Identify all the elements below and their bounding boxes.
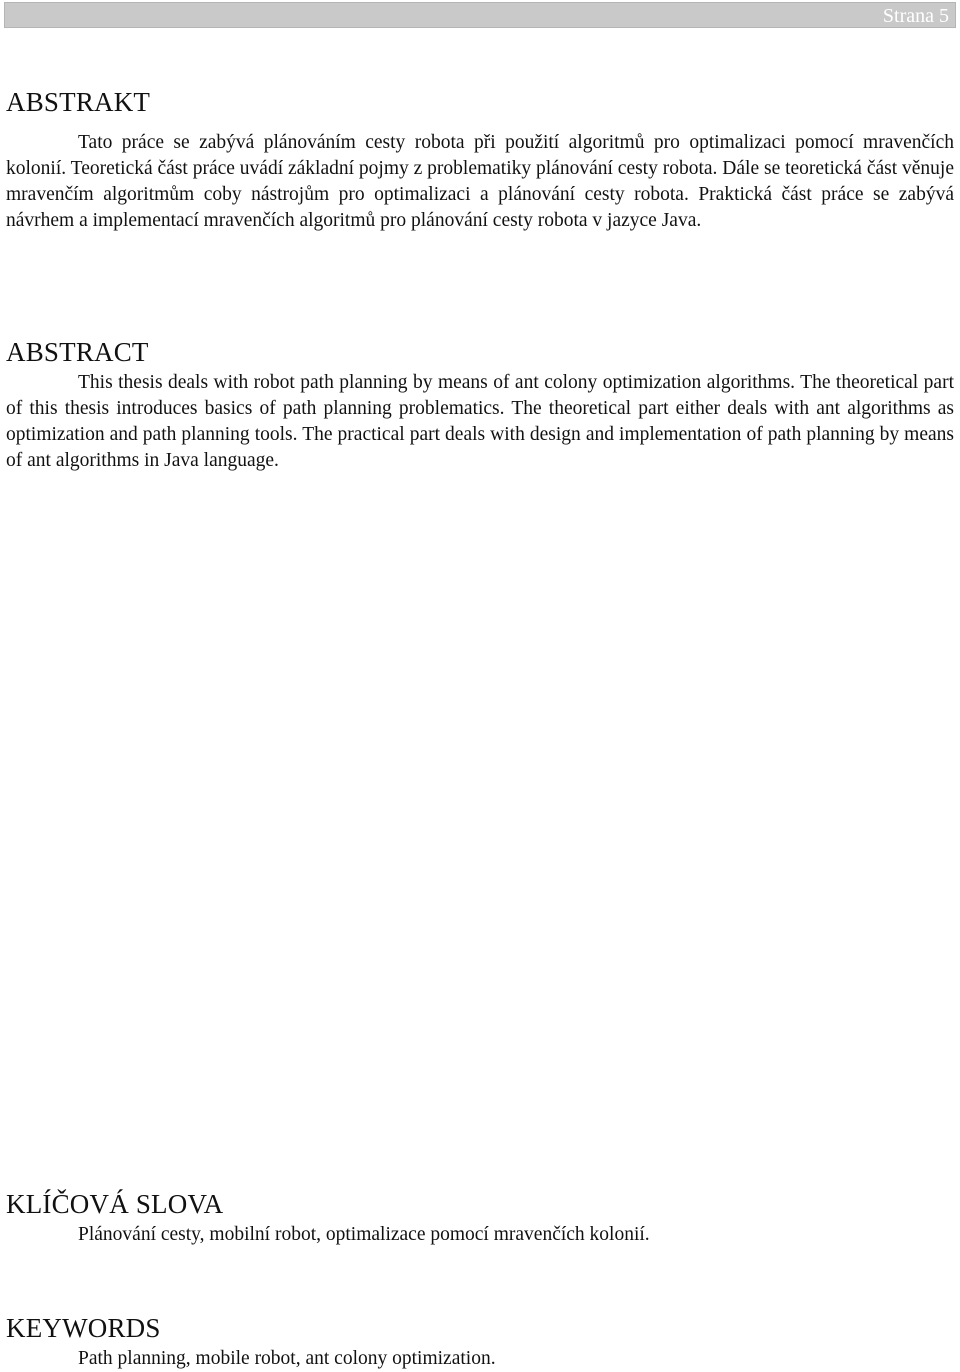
klicova-slova-heading: KLÍČOVÁ SLOVA: [6, 1189, 224, 1219]
abstract-heading: ABSTRACT: [6, 337, 149, 367]
keywords-body: Path planning, mobile robot, ant colony optimization.: [78, 1348, 496, 1369]
abstract-section: [6, 336, 954, 474]
keywords-section: [6, 1312, 954, 1372]
page-number: Strana 5: [882, 5, 949, 27]
abstrakt-heading: ABSTRAKT: [6, 87, 151, 117]
abstract-body: This thesis deals with robot path planning by means of ant colony optimization algorithms. The theoretical part of this thesis introduces basics of path planning problematics. The theoretical part either deals with ant algorithms as optimization and path planning tools. The practical part deals with design and implementation of path planning by means of ant algorithms in Java language.: [6, 372, 954, 471]
klicova-slova-section: [6, 1188, 954, 1248]
page-header-bar: [4, 2, 956, 28]
abstrakt-body: Tato práce se zabývá plánováním cesty robota při použití algoritmů pro optimalizaci pomocí mravenčích kolonií. Teoretická část práce uvádí základní pojmy z problematiky plánování cesty robota. Dále se teoretická část věnuje mravenčím algoritmům coby nástrojům pro optimalizaci a plánování cesty robota. Praktická část práce se zabývá návrhem a implementací mravenčích algoritmů pro plánování cesty robota v jazyce Java.: [6, 132, 955, 231]
klicova-slova-body: Plánování cesty, mobilní robot, optimalizace pomocí mravenčích kolonií.: [78, 1224, 650, 1245]
abstrakt-section: [6, 86, 954, 234]
keywords-heading: KEYWORDS: [6, 1313, 161, 1343]
